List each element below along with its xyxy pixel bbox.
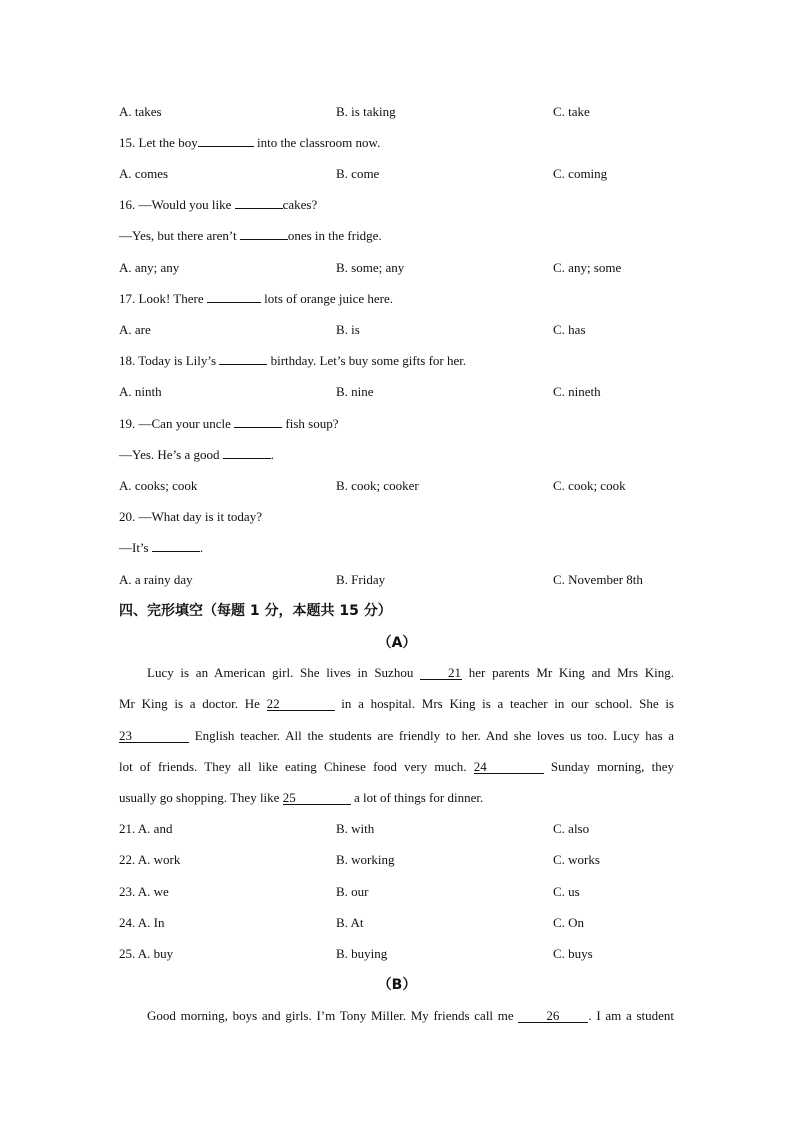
question-text: 19. —Can your uncle [119, 416, 235, 431]
question-text: lots of orange juice here. [260, 291, 393, 306]
question-16 [119, 197, 317, 213]
option-b: B. is [336, 322, 360, 337]
cloze-blank-25: 25 [283, 791, 351, 805]
question-19-line2 [119, 447, 274, 463]
passage-line [119, 696, 674, 712]
question-text: 16. —Would you like [119, 197, 235, 212]
cloze-blank-21: 21 [420, 666, 462, 680]
option-a: 24. A. In [119, 915, 165, 930]
question-text: fish soup? [282, 416, 339, 431]
passage-line [119, 665, 674, 681]
option-b: B. some; any [336, 260, 405, 275]
passage-line [119, 759, 674, 775]
passage-label: （A） [377, 635, 417, 651]
option-c: C. coming [553, 166, 608, 181]
question-16-line2 [119, 228, 382, 244]
question-text: —Yes, but there aren’t [119, 228, 240, 243]
question-text: cakes? [282, 197, 318, 212]
passage-text: Mr King is a doctor. He [119, 696, 267, 711]
option-c: C. On [553, 915, 585, 930]
option-b: B. At [336, 915, 364, 930]
option-a: 21. A. and [119, 821, 173, 836]
passage-line [119, 1008, 674, 1024]
option-c: C. buys [553, 946, 593, 961]
question-18 [119, 353, 466, 369]
option-a: A. any; any [119, 260, 180, 275]
option-c: C. any; some [553, 260, 622, 275]
question-text: . [270, 447, 275, 462]
option-a: 25. A. buy [119, 946, 174, 961]
answer-blank [219, 364, 267, 365]
question-20: 20. —What day is it today? [119, 509, 262, 524]
question-19 [119, 416, 339, 432]
question-text: 15. Let the boy [119, 135, 198, 150]
option-c: C. cook; cook [553, 478, 626, 493]
option-c: C. nineth [553, 384, 601, 399]
option-b: B. with [336, 821, 375, 836]
option-a: A. ninth [119, 384, 162, 399]
option-c: C. also [553, 821, 590, 836]
option-c: C. take [553, 104, 590, 119]
option-c: C. us [553, 884, 580, 899]
option-b: B. come [336, 166, 380, 181]
answer-blank [234, 427, 282, 428]
option-a: 22. A. work [119, 852, 181, 867]
passage-text: English teacher. All the students are friendly to her. And she loves us too. Lucy has a [189, 728, 674, 743]
passage-text: Sunday morning, they [543, 759, 675, 774]
cloze-blank-24: 24 [474, 760, 544, 774]
option-b: B. working [336, 852, 395, 867]
option-a: A. are [119, 322, 151, 337]
passage-text: lot of friends. They all like eating Chinese food very much. [119, 759, 474, 774]
answer-blank [240, 239, 288, 240]
question-20-line2 [119, 540, 203, 556]
passage-text: . I am a student [588, 1008, 674, 1023]
option-a: A. cooks; cook [119, 478, 198, 493]
passage-text: Lucy is an American girl. She lives in Suzhou [147, 665, 421, 680]
question-text: . [199, 540, 204, 555]
option-b: B. buying [336, 946, 388, 961]
answer-blank [152, 551, 200, 552]
option-c: C. has [553, 322, 586, 337]
passage-text: in a hospital. Mrs King is a teacher in our school. She is [334, 696, 674, 711]
answer-blank [223, 458, 271, 459]
option-c: C. works [553, 852, 600, 867]
answer-blank [198, 146, 254, 147]
question-text: —Yes. He’s a good [119, 447, 223, 462]
answer-blank [207, 302, 261, 303]
option-a: A. a rainy day [119, 572, 193, 587]
passage-text: Good morning, boys and girls. I’m Tony Miller. My friends call me [147, 1008, 519, 1023]
cloze-blank-26: 26 [518, 1009, 588, 1023]
question-17 [119, 291, 393, 307]
option-a: A. takes [119, 104, 162, 119]
cloze-blank-22: 22 [267, 697, 335, 711]
option-b: B. cook; cooker [336, 478, 419, 493]
passage-text: her parents Mr King and Mrs King. [462, 665, 675, 680]
option-b: B. Friday [336, 572, 386, 587]
question-15 [119, 135, 380, 151]
option-b: B. our [336, 884, 369, 899]
option-b: B. nine [336, 384, 374, 399]
answer-blank [235, 208, 283, 209]
question-text: —It’s [119, 540, 152, 555]
passage-line [119, 728, 674, 744]
question-text: 18. Today is Lily’s [119, 353, 220, 368]
question-text: into the classroom now. [256, 135, 381, 150]
section-heading: 四、完形填空（每题 1 分，本题共 15 分） [119, 603, 392, 619]
question-text: 17. Look! There [119, 291, 207, 306]
option-b: B. is taking [336, 104, 396, 119]
option-c: C. November 8th [553, 572, 643, 587]
passage-text: usually go shopping. They like [119, 790, 283, 805]
option-a: 23. A. we [119, 884, 169, 899]
question-text: ones in the fridge. [287, 228, 382, 243]
passage-label: （B） [377, 977, 417, 993]
cloze-blank-23: 23 [119, 729, 189, 743]
passage-line [119, 790, 674, 806]
passage-text: a lot of things for dinner. [350, 790, 484, 805]
question-text: birthday. Let’s buy some gifts for her. [267, 353, 467, 368]
option-a: A. comes [119, 166, 169, 181]
